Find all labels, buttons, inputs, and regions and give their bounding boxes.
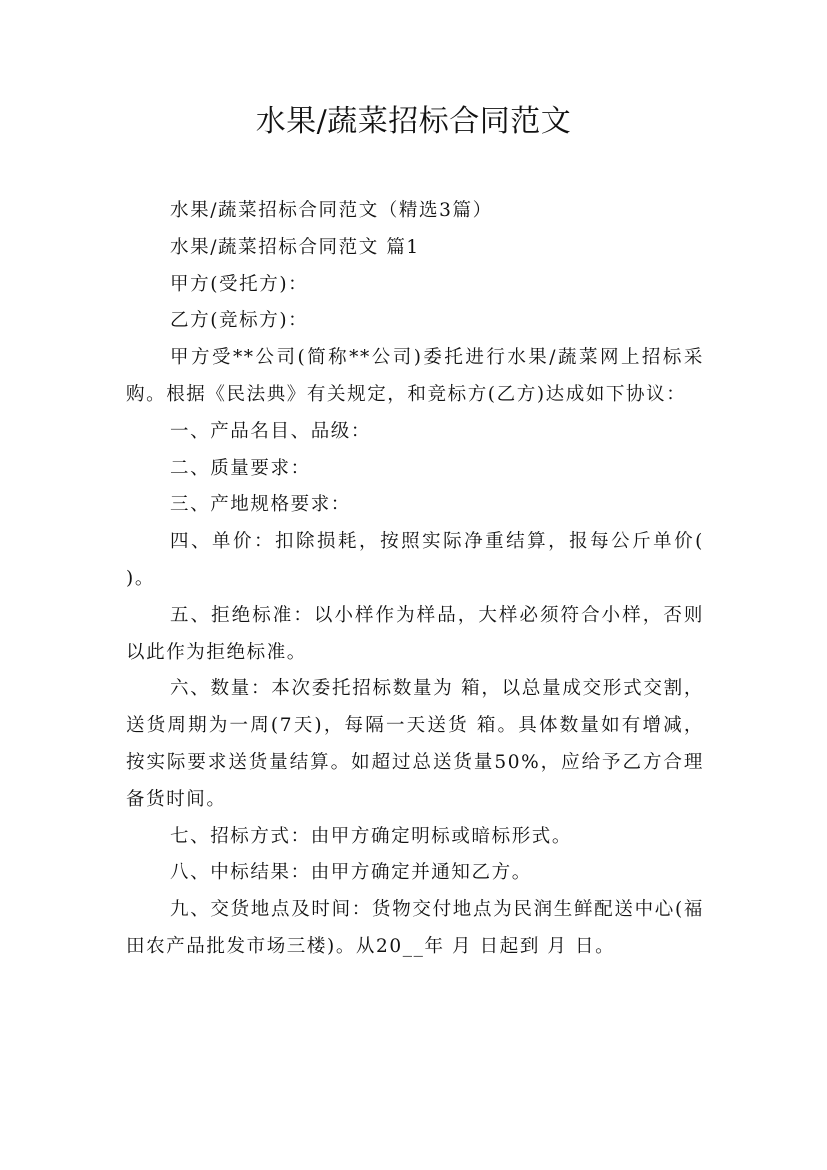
paragraph-party-b: 乙方(竞标方)： — [170, 310, 309, 332]
paragraph-clause-8: 八、中标结果：由甲方确定并通知乙方。 — [170, 862, 532, 884]
paragraph-intro: 甲方受**公司(简称**公司)委托进行水果/蔬菜网上招标采购。根据《民法典》有关规定，和竞标方(乙方)达成如下协议： — [126, 347, 704, 405]
paragraph-party-a: 甲方(受托方)： — [170, 273, 309, 295]
paragraph-clause-7: 七、招标方式：由甲方确定明标或暗标形式。 — [170, 825, 573, 847]
paragraph-clause-5: 五、拒绝标准：以小样作为样品，大样必须符合小样，否则以此作为拒绝标准。 — [126, 604, 704, 663]
paragraph-section-heading: 水果/蔬菜招标合同范文 篇1 — [170, 236, 420, 258]
paragraph-clause-1: 一、产品名目、品级： — [170, 420, 372, 442]
paragraph-subtitle: 水果/蔬菜招标合同范文（精选3篇） — [170, 200, 493, 221]
paragraph-clause-6: 六、数量：本次委托招标数量为 箱，以总量成交形式交割，送货周期为一周(7天)，每隔一天送货 箱。具体数量如有增减，按实际要求送货量结算。如超过总送货量50%，应给予乙方合理备货时间。 — [126, 678, 704, 810]
paragraph-clause-2: 二、质量要求： — [170, 457, 311, 479]
document-body — [126, 193, 704, 966]
document-title: 水果/蔬菜招标合同范文 — [255, 104, 572, 139]
paragraph-clause-4: 四、单价：扣除损耗，按照实际净重结算，报每公斤单价( )。 — [126, 531, 704, 589]
paragraph-clause-9: 九、交货地点及时间：货物交付地点为民润生鲜配送中心(福田农产品批发市场三楼)。从20__年 月 日起到 月 日。 — [126, 899, 704, 957]
paragraph-clause-3: 三、产地规格要求： — [170, 494, 351, 516]
